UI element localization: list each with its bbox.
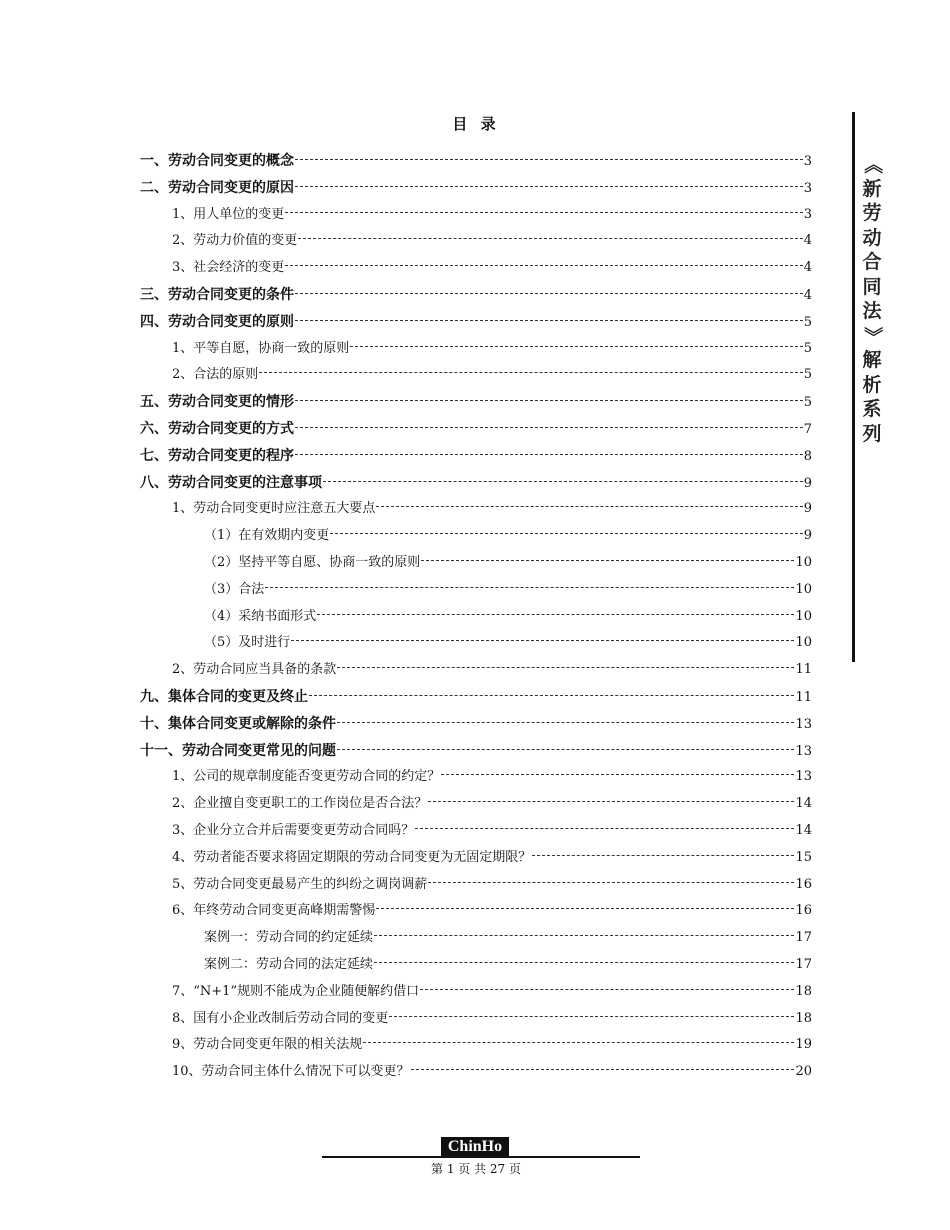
- toc-entry-page-number: 4: [803, 260, 812, 276]
- page-title: 目 录: [452, 115, 500, 133]
- toc-entry[interactable]: [140, 604, 812, 631]
- toc-leader-line: [295, 159, 803, 160]
- toc-entry[interactable]: [140, 362, 812, 389]
- toc-leader-line: [337, 722, 794, 723]
- toc-entry-page-number: 11: [795, 689, 812, 705]
- toc-entry-page-number: 15: [795, 849, 812, 865]
- toc-entry[interactable]: [140, 443, 812, 470]
- toc-leader-line: [350, 346, 802, 347]
- toc-entry-label: （3）合法: [204, 581, 265, 597]
- toc-entry[interactable]: [140, 979, 812, 1006]
- toc-entry[interactable]: [140, 898, 812, 925]
- toc-entry-page-number: 13: [795, 769, 812, 785]
- toc-leader-line: [420, 989, 794, 990]
- toc-leader-line: [376, 506, 802, 507]
- toc-leader-line: [441, 774, 794, 775]
- toc-leader-line: [376, 908, 794, 909]
- toc-entry[interactable]: [140, 336, 812, 363]
- toc-entry-page-number: 9: [803, 528, 812, 544]
- toc-entry-label: 1、平等自愿，协商一致的原则: [172, 340, 350, 356]
- toc-leader-line: [295, 186, 803, 187]
- toc-entry-page-number: 17: [795, 930, 812, 946]
- toc-entry-label: 2、劳动合同应当具备的条款: [172, 662, 337, 678]
- toc-leader-line: [411, 1069, 795, 1070]
- toc-entry-label: 案例一：劳动合同的约定延续: [204, 930, 374, 946]
- toc-leader-line: [285, 265, 802, 266]
- toc-entry-page-number: 17: [795, 956, 812, 972]
- toc-entry-label: 5、劳动合同变更最易产生的纠纷之调岗调薪: [172, 876, 428, 892]
- toc-entry[interactable]: [140, 738, 812, 765]
- toc-leader-line: [374, 962, 794, 963]
- toc-leader-line: [415, 828, 794, 829]
- toc-entry-label: 七、劳动合同变更的程序: [140, 447, 294, 464]
- toc-entry-label: 3、企业分立合并后需要变更劳动合同吗？: [172, 822, 415, 838]
- toc-leader-line: [389, 1016, 794, 1017]
- toc-leader-line: [298, 238, 802, 239]
- toc-entry[interactable]: [140, 282, 812, 309]
- toc-entry-page-number: 20: [795, 1064, 812, 1080]
- toc-entry-page-number: 8: [803, 448, 812, 464]
- toc-entry-label: 10、劳动合同主体什么情况下可以变更？: [172, 1064, 410, 1080]
- toc-leader-line: [295, 454, 803, 455]
- toc-entry-label: （4）采纳书面形式: [204, 608, 317, 624]
- toc-entry[interactable]: [140, 496, 812, 523]
- toc-entry[interactable]: [140, 148, 812, 175]
- toc-leader-line: [532, 855, 794, 856]
- toc-entry-label: 9、劳动合同变更年限的相关法规: [172, 1037, 363, 1053]
- toc-entry-page-number: 3: [803, 180, 812, 196]
- toc-entry-page-number: 18: [795, 983, 812, 999]
- toc-entry-page-number: 4: [803, 233, 812, 249]
- toc-entry[interactable]: [140, 1032, 812, 1059]
- toc-entry-label: 五、劳动合同变更的情形: [140, 394, 294, 411]
- toc-leader-line: [374, 935, 794, 936]
- toc-leader-line: [295, 320, 803, 321]
- footer-divider: [322, 1156, 640, 1158]
- toc-entry-page-number: 9: [803, 501, 812, 517]
- toc-entry[interactable]: [140, 550, 812, 577]
- side-vertical-rule: [852, 112, 855, 662]
- toc-leader-line: [428, 801, 794, 802]
- toc-leader-line: [337, 749, 794, 750]
- toc-entry-page-number: 18: [795, 1010, 812, 1026]
- toc-entry[interactable]: [140, 845, 812, 872]
- toc-entry-page-number: 3: [803, 154, 812, 169]
- toc-entry-label: 案例二：劳动合同的法定延续: [204, 956, 374, 972]
- toc-entry[interactable]: [140, 202, 812, 229]
- toc-entry-page-number: 16: [795, 876, 812, 892]
- toc-leader-line: [295, 293, 803, 294]
- toc-entry[interactable]: [140, 818, 812, 845]
- toc-entry[interactable]: [140, 791, 812, 818]
- toc-leader-line: [295, 427, 803, 428]
- toc-entry-page-number: 14: [795, 796, 812, 812]
- toc-entry[interactable]: [140, 952, 812, 979]
- toc-entry[interactable]: [140, 416, 812, 443]
- toc-entry-label: 一、劳动合同变更的概念: [140, 153, 294, 169]
- toc-entry-label: 三、劳动合同变更的条件: [140, 286, 294, 303]
- footer-page-info: 第 1 页 共 27 页: [431, 1162, 521, 1176]
- side-series-title: 《 新 劳 动 合 同 法 》 解 析 系 列: [861, 154, 884, 445]
- toc-leader-line: [330, 533, 802, 534]
- toc-leader-line: [285, 212, 802, 213]
- toc-entry-page-number: 13: [795, 716, 812, 732]
- toc-entry-page-number: 7: [803, 421, 812, 437]
- toc-entry-page-number: 3: [803, 206, 812, 222]
- toc-entry[interactable]: [140, 684, 812, 711]
- toc-entry[interactable]: [140, 657, 812, 684]
- toc-entry[interactable]: [140, 389, 812, 416]
- toc-leader-line: [323, 481, 803, 482]
- toc-entry-label: （5）及时进行: [204, 635, 291, 651]
- toc-entry-page-number: 5: [803, 395, 812, 411]
- toc-leader-line: [337, 667, 794, 668]
- footer-logo: ChinHo: [441, 1137, 509, 1156]
- toc-entry[interactable]: [140, 523, 812, 550]
- toc-entry-page-number: 10: [795, 608, 812, 624]
- toc-entry-page-number: 14: [795, 822, 812, 838]
- toc-entry-page-number: 13: [795, 743, 812, 759]
- toc-entry-label: 四、劳动合同变更的原则: [140, 313, 294, 330]
- toc-entry-page-number: 4: [803, 287, 812, 303]
- toc-entry-label: 2、合法的原则: [172, 367, 259, 383]
- toc-leader-line: [295, 400, 803, 401]
- toc-entry-page-number: 5: [803, 340, 812, 356]
- table-of-contents: [140, 148, 812, 1086]
- toc-entry[interactable]: [140, 872, 812, 899]
- toc-entry-label: 1、用人单位的变更: [172, 206, 285, 222]
- toc-entry[interactable]: [140, 175, 812, 202]
- toc-entry[interactable]: [140, 1006, 812, 1033]
- toc-leader-line: [428, 882, 794, 883]
- toc-entry-label: （2）坚持平等自愿、协商一致的原则: [204, 554, 421, 570]
- toc-leader-line: [309, 695, 794, 696]
- toc-entry[interactable]: [140, 309, 812, 336]
- toc-entry-label: 1、劳动合同变更时应注意五大要点: [172, 501, 376, 517]
- toc-entry[interactable]: [140, 255, 812, 282]
- toc-entry[interactable]: [140, 1059, 812, 1086]
- toc-entry-label: 4、劳动者能否要求将固定期限的劳动合同变更为无固定期限？: [172, 849, 532, 865]
- toc-entry-page-number: 16: [795, 903, 812, 919]
- toc-leader-line: [421, 560, 794, 561]
- toc-leader-line: [317, 614, 794, 615]
- toc-entry[interactable]: [140, 228, 812, 255]
- toc-entry-label: 九、集体合同的变更及终止: [140, 688, 308, 705]
- toc-entry-label: 十、集体合同变更或解除的条件: [140, 715, 336, 732]
- toc-entry[interactable]: [140, 577, 812, 604]
- toc-entry-label: 1、公司的规章制度能否变更劳动合同的约定？: [172, 769, 441, 785]
- toc-entry[interactable]: [140, 925, 812, 952]
- toc-entry-label: 7、“N+1”规则不能成为企业随便解约借口: [172, 983, 420, 999]
- toc-entry-label: （1）在有效期内变更: [204, 528, 330, 544]
- toc-entry[interactable]: [140, 470, 812, 497]
- toc-entry-page-number: 10: [795, 635, 812, 651]
- toc-entry-page-number: 9: [803, 475, 812, 491]
- toc-entry-page-number: 11: [795, 662, 812, 678]
- toc-entry-label: 八、劳动合同变更的注意事项: [140, 474, 322, 491]
- toc-entry-page-number: 10: [795, 581, 812, 597]
- toc-entry-page-number: 5: [803, 367, 812, 383]
- toc-leader-line: [259, 372, 802, 373]
- toc-entry[interactable]: [140, 630, 812, 657]
- toc-leader-line: [291, 640, 794, 641]
- toc-entry-page-number: 5: [803, 314, 812, 330]
- toc-entry-label: 8、国有小企业改制后劳动合同的变更: [172, 1010, 389, 1026]
- toc-entry-label: 六、劳动合同变更的方式: [140, 420, 294, 437]
- toc-entry-label: 十一、劳动合同变更常见的问题: [140, 742, 336, 759]
- toc-entry-label: 6、年终劳动合同变更高峰期需警惕: [172, 903, 376, 919]
- toc-entry-label: 2、劳动力价值的变更: [172, 233, 298, 249]
- toc-entry-page-number: 10: [795, 554, 812, 570]
- toc-entry-label: 2、企业擅自变更职工的工作岗位是否合法？: [172, 796, 428, 812]
- toc-entry-page-number: 19: [795, 1037, 812, 1053]
- toc-entry-label: 3、社会经济的变更: [172, 260, 285, 276]
- toc-leader-line: [265, 587, 794, 588]
- toc-entry[interactable]: [140, 711, 812, 738]
- toc-entry[interactable]: [140, 764, 812, 791]
- toc-entry-label: 二、劳动合同变更的原因: [140, 179, 294, 196]
- toc-leader-line: [363, 1042, 794, 1043]
